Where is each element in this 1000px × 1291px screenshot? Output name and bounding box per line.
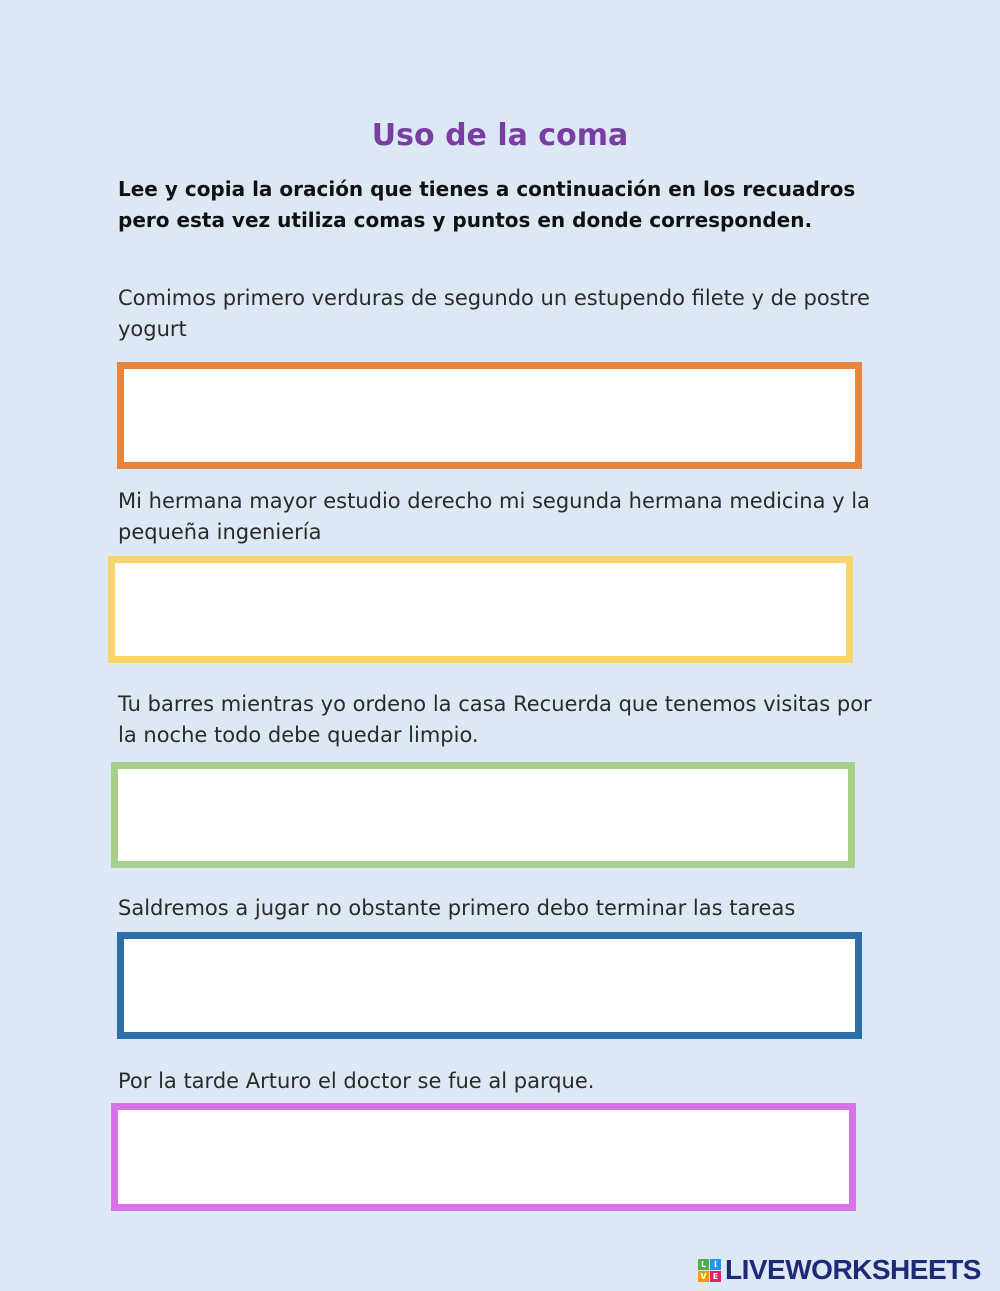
logo-letter: L (698, 1259, 709, 1270)
exercise-5-sentence: Por la tarde Arturo el doctor se fue al parque. (118, 1069, 595, 1093)
exercise-3-sentence: Tu barres mientras yo ordeno la casa Recuerda que tenemos visitas por la noche todo debe quedar limpio. (118, 692, 872, 747)
logo-letter: I (710, 1259, 721, 1270)
exercise-4-sentence: Saldremos a jugar no obstante primero debo terminar las tareas (118, 896, 796, 920)
worksheet-title: Uso de la coma (371, 118, 629, 153)
exercise-1-answer-box[interactable] (117, 362, 862, 469)
liveworksheets-brand[interactable] (698, 1255, 981, 1285)
liveworksheets-logo-icon (698, 1259, 721, 1282)
brand-name: LIVEWORKSHEETS (725, 1254, 981, 1285)
exercise-2-answer-box[interactable] (108, 556, 853, 663)
exercise-3-answer-box[interactable] (111, 762, 855, 868)
instructions-text: Lee y copia la oración que tienes a continuación en los recuadros pero esta vez utiliza comas y puntos en donde corresponden. (118, 177, 856, 232)
exercise-1-sentence: Comimos primero verduras de segundo un estupendo filete y de postre yogurt (118, 286, 870, 341)
exercise-4-answer-box[interactable] (117, 932, 862, 1039)
exercise-5-answer-box[interactable] (111, 1103, 856, 1211)
logo-letter: V (698, 1271, 709, 1282)
logo-letter: E (710, 1271, 721, 1282)
exercise-2-sentence: Mi hermana mayor estudio derecho mi segunda hermana medicina y la pequeña ingeniería (118, 489, 870, 544)
